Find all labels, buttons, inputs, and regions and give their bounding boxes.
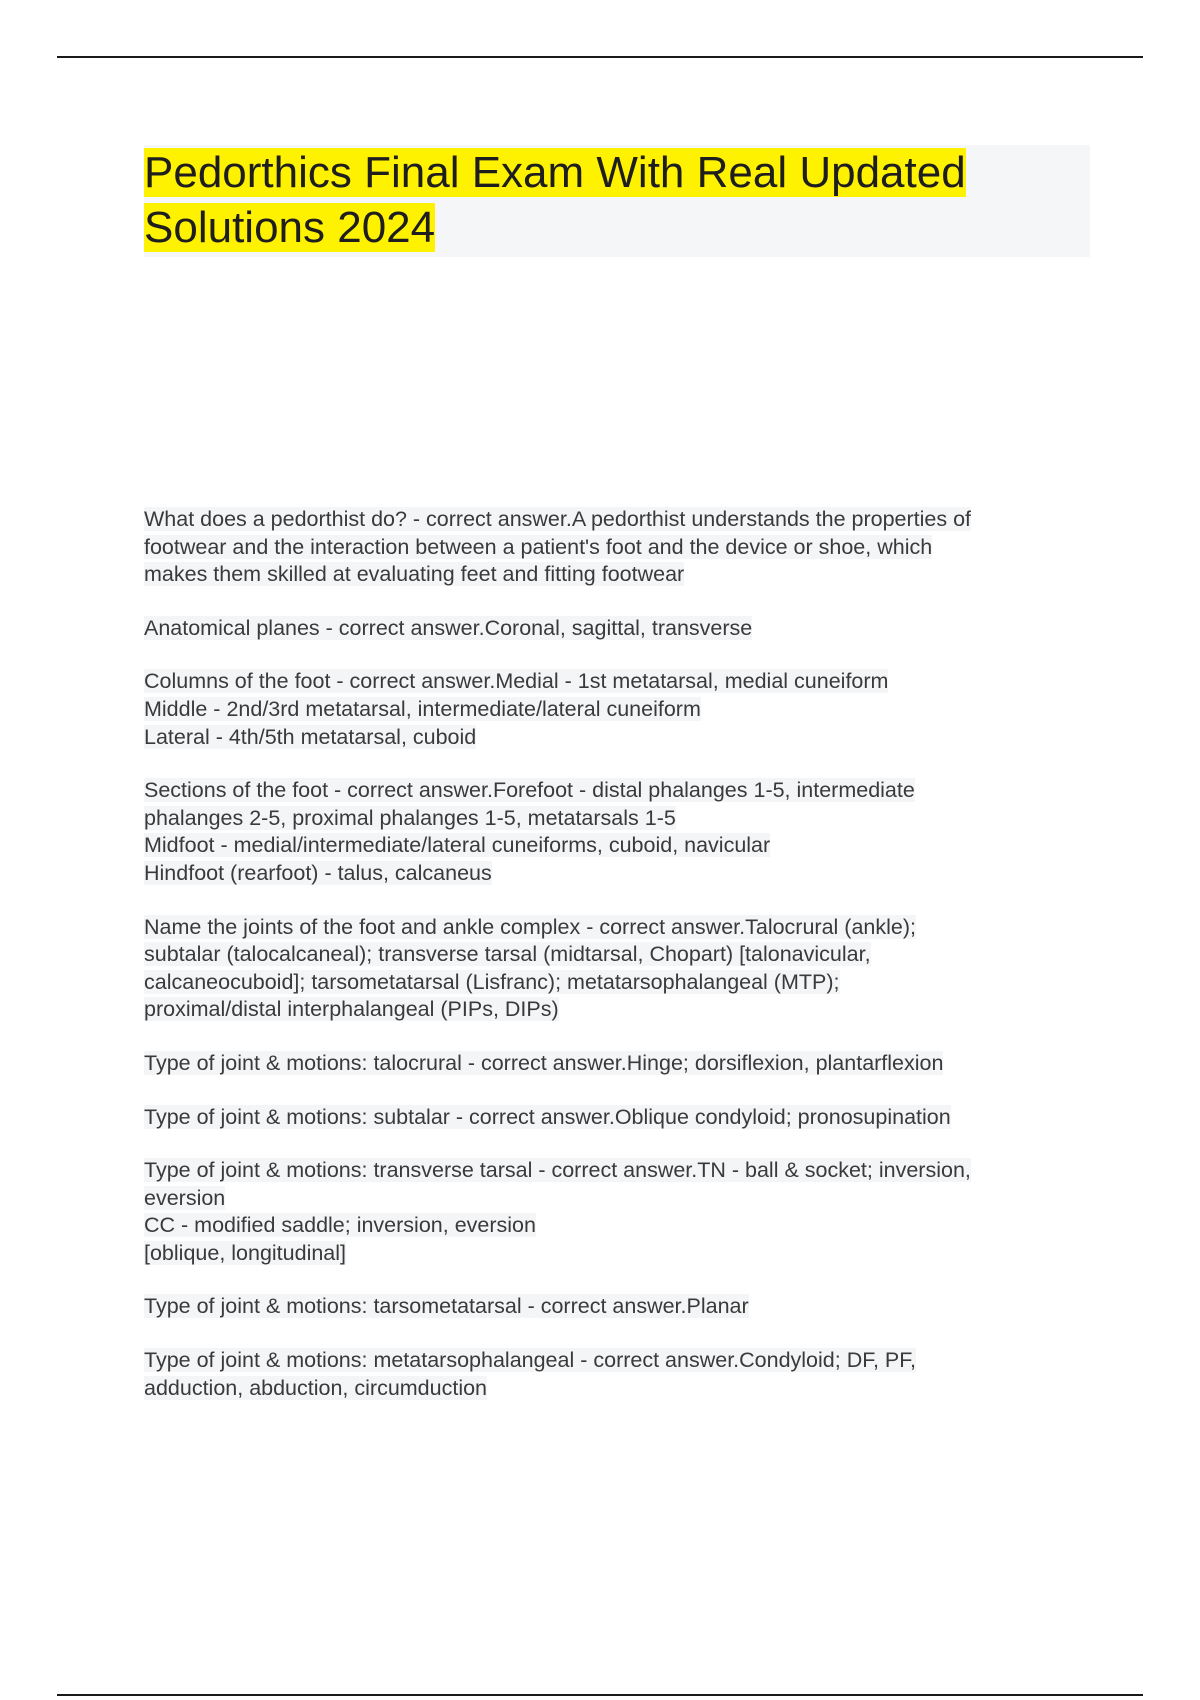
qa-line: phalanges 2-5, proximal phalanges 1-5, metatarsals 1-5 (144, 805, 676, 830)
qa-entry-transverse-tarsal (144, 1157, 1094, 1267)
title-line-2: Solutions 2024 (144, 203, 436, 252)
qa-entry-metatarsophalangeal (144, 1347, 1094, 1402)
qa-line: Type of joint & motions: talocrural - correct answer.Hinge; dorsiflexion, plantarflexion (144, 1050, 944, 1075)
qa-entry-pedorthist (144, 506, 1094, 589)
qa-line: Name the joints of the foot and ankle complex - correct answer.Talocrural (ankle); (144, 914, 916, 939)
qa-line: calcaneocuboid]; tarsometatarsal (Lisfranc); metatarsophalangeal (MTP); (144, 969, 840, 994)
document-title (144, 145, 1090, 255)
qa-entry-joints (144, 914, 1094, 1024)
qa-list (144, 506, 1094, 1428)
qa-line: Midfoot - medial/intermediate/lateral cuneiforms, cuboid, navicular (144, 833, 771, 858)
qa-line: Anatomical planes - correct answer.Coronal, sagittal, transverse (144, 615, 753, 640)
qa-line: Type of joint & motions: tarsometatarsal - correct answer.Planar (144, 1294, 749, 1319)
qa-entry-anatomical-planes (144, 615, 1094, 643)
qa-line: eversion (144, 1185, 226, 1210)
qa-line: adduction, abduction, circumduction (144, 1375, 488, 1400)
qa-line: footwear and the interaction between a patient's foot and the device or shoe, which (144, 534, 933, 559)
qa-line: Lateral - 4th/5th metatarsal, cuboid (144, 724, 477, 749)
qa-line: Type of joint & motions: subtalar - correct answer.Oblique condyloid; pronosupination (144, 1104, 951, 1129)
qa-line: proximal/distal interphalangeal (PIPs, DIPs) (144, 997, 559, 1022)
qa-line: Type of joint & motions: transverse tarsal - correct answer.TN - ball & socket; inversion, (144, 1158, 971, 1183)
title-line-1: Pedorthics Final Exam With Real Updated (144, 148, 966, 197)
qa-entry-tarsometatarsal (144, 1293, 1094, 1321)
qa-entry-subtalar (144, 1104, 1094, 1132)
title-block (144, 145, 1090, 257)
qa-entry-talocrural (144, 1050, 1094, 1078)
qa-line: subtalar (talocalcaneal); transverse tarsal (midtarsal, Chopart) [talonavicular, (144, 942, 871, 967)
qa-line: Middle - 2nd/3rd metatarsal, intermediate/lateral cuneiform (144, 696, 701, 721)
qa-line: Sections of the foot - correct answer.Forefoot - distal phalanges 1-5, intermediate (144, 778, 915, 803)
bottom-rule (57, 1694, 1143, 1696)
top-rule (57, 56, 1143, 58)
qa-entry-columns (144, 668, 1094, 751)
qa-line: makes them skilled at evaluating feet and fitting footwear (144, 562, 685, 587)
qa-line: Columns of the foot - correct answer.Medial - 1st metatarsal, medial cuneiform (144, 669, 889, 694)
qa-line: Type of joint & motions: metatarsophalangeal - correct answer.Condyloid; DF, PF, (144, 1348, 916, 1373)
qa-line: CC - modified saddle; inversion, eversion (144, 1213, 536, 1238)
qa-line: [oblique, longitudinal] (144, 1240, 347, 1265)
qa-entry-sections (144, 777, 1094, 887)
qa-line: Hindfoot (rearfoot) - talus, calcaneus (144, 860, 492, 885)
qa-line: What does a pedorthist do? - correct answer.A pedorthist understands the properties of (144, 507, 972, 531)
